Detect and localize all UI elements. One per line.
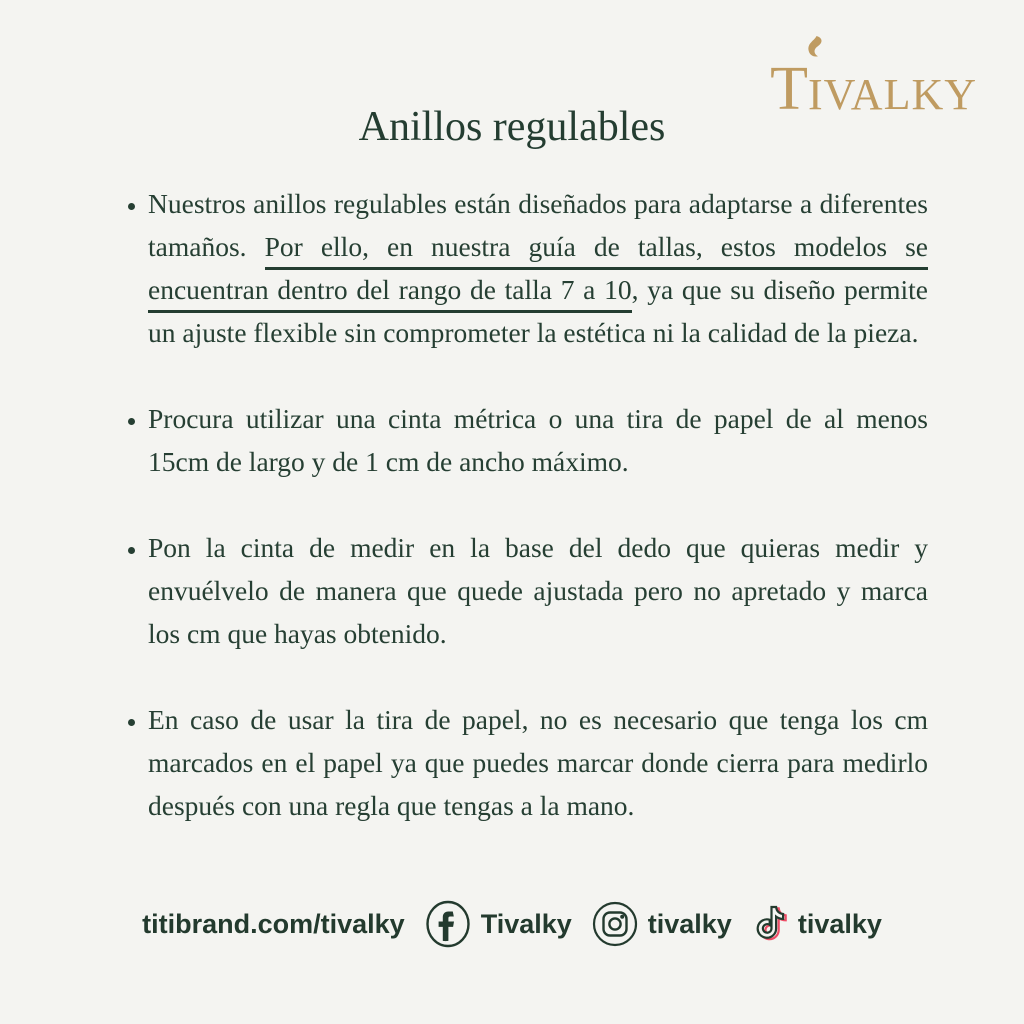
bullet-item-measure (148, 526, 928, 655)
facebook-icon (425, 900, 471, 948)
brand-logo (770, 38, 977, 123)
instagram-handle (592, 901, 732, 947)
facebook-label: Tivalky (480, 908, 572, 939)
instagram-label: tivalky (647, 908, 732, 939)
bullet-text-segment: , ya que su diseño permite un ajuste flexible sin comprometer la estética ni la calidad de la pieza. (148, 274, 928, 348)
footer (0, 900, 1024, 948)
bullet-list (0, 182, 1024, 827)
bullet-text-underlined-segment: Por ello, en nuestra guía de tallas, estos modelos se encuentran dentro del rango de talla 7 a 10 (148, 231, 928, 313)
tiktok-handle (752, 904, 882, 944)
bullet-text-segment: Pon la cinta de medir en la base del dedo que quieras medir y envuélvelo de manera que quede ajustada pero no apretado y marca los cm que hayas obtenido. (148, 532, 928, 649)
logo-initial: T (770, 55, 809, 123)
website-text: titibrand.com/tivalky (142, 908, 405, 939)
bullet-text-segment: Nuestros anillos regulables están diseñados para adaptarse a diferentes tamaños. (148, 188, 928, 262)
tiktok-icon (752, 904, 788, 944)
facebook-handle (425, 900, 572, 948)
flame-icon (804, 36, 824, 72)
bullet-item-sizes (148, 182, 928, 354)
logo-rest: IVALKY (808, 70, 977, 119)
bullet-text-segment: En caso de usar la tira de papel, no es necesario que tenga los cm marcados en el papel ya que puedes marcar donde cierra para medirlo después con una regla que tengas a la mano. (148, 704, 928, 821)
bullet-item-tape (148, 397, 928, 483)
bullet-item-paper-strip (148, 698, 928, 827)
page-title: Anillos regulables (358, 104, 666, 150)
instagram-icon (592, 901, 638, 947)
tiktok-label: tivalky (797, 908, 882, 939)
bullet-text-segment: Procura utilizar una cinta métrica o una tira de papel de al menos 15cm de largo y de 1 cm de ancho máximo. (148, 403, 928, 477)
